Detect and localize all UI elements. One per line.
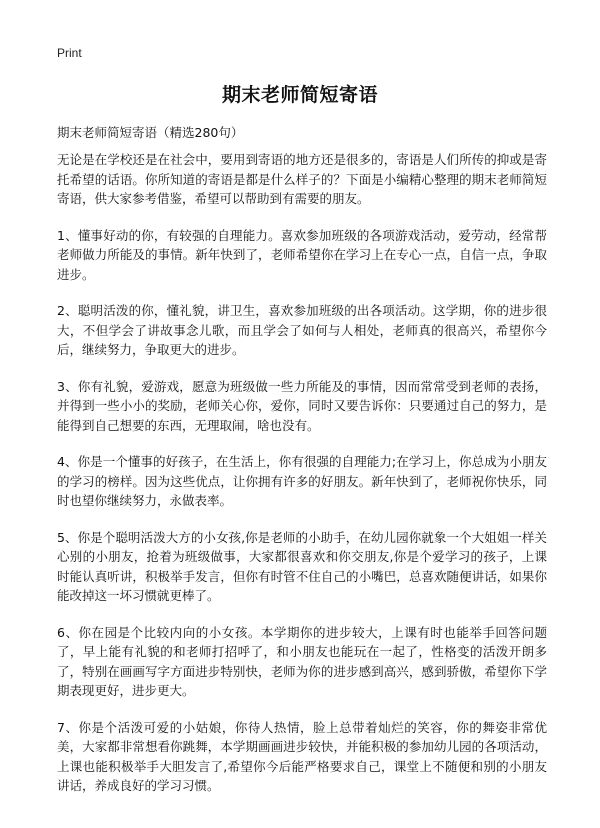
- intro-paragraph: 无论是在学校还是在社会中，要用到寄语的地方还是很多的，寄语是人们所传的抑或是寄托希望的话语。你所知道的寄语是都是什么样子的？下面是小编精心整理的期末老师简短寄语，供大家参考借鉴，希望可以帮助到有需要的朋友。: [57, 152, 547, 206]
- message-paragraph-6: 6、你在园是个比较内向的小女孩。本学期你的进步较大，上课有时也能举手回答问题了，早上能有礼貌的和老师打招呼了，和小朋友也能玩在一起了，性格变的活泼开朗多了，特别在画画写字方面进步特别快，老师为你的进步感到高兴，感到骄傲，希望你下学期表现更好，进步更大。: [57, 624, 547, 698]
- message-paragraph-1: 1、懂事好动的你，有较强的自理能力。喜欢参加班级的各项游戏活动，爱劳动，经常帮老师做力所能及的事情。新年快到了，老师希望你在学习上在专心一点，自信一点，争取进步。: [57, 227, 547, 282]
- document-subtitle: 期末老师简短寄语（精选280句）: [57, 125, 244, 140]
- document-body: [57, 150, 547, 813]
- message-paragraph-7: 7、你是个活泼可爱的小姑娘，你待人热情，脸上总带着灿烂的笑容，你的舞姿非常优美，大家都非常想看你跳舞，本学期画画进步较快，并能积极的参加幼儿园的各项活动，上课也能积极举手大胆发言了,希望你今后能严格要求自己，课堂上不随便和别的小朋友讲话，养成良好的学习习惯。: [57, 719, 547, 793]
- message-paragraph-2: 2、聪明活泼的你，懂礼貌，讲卫生，喜欢参加班级的出各项活动。这学期，你的进步很大，不但学会了讲故事念儿歌，而且学会了如何与人相处，老师真的很高兴，希望你今后，继续努力，争取更大的进步。: [57, 303, 547, 357]
- message-paragraph-3: 3、你有礼貌，爱游戏，愿意为班级做一些力所能及的事情，因而常常受到老师的表扬，并得到一些小小的奖励，老师关心你，爱你，同时又要告诉你：只要通过自己的努力，是能得到自己想要的东西，无理取闹，啥也没有。: [57, 378, 547, 433]
- message-paragraph-4: 4、你是一个懂事的好孩子，在生活上，你有很强的自理能力;在学习上，你总成为小朋友的学习的榜样。因为这些优点，让你拥有许多的好朋友。新年快到了，老师祝你快乐，同时也望你继续努力，永做表率。: [57, 454, 547, 508]
- print-link[interactable]: Print: [57, 46, 82, 60]
- page-title: 期末老师简短寄语: [221, 84, 378, 106]
- message-paragraph-5: 5、你是个聪明活泼大方的小女孩,你是老师的小助手，在幼儿园你就象一个大姐姐一样关心别的小朋友，抢着为班级做事，大家都很喜欢和你交朋友,你是个爱学习的孩子，上课时能认真听讲，积极举手发言，但你有时管不住自己的小嘴巴，总喜欢随便讲话，如果你能改掉这一坏习惯就更棒了。: [57, 529, 547, 603]
